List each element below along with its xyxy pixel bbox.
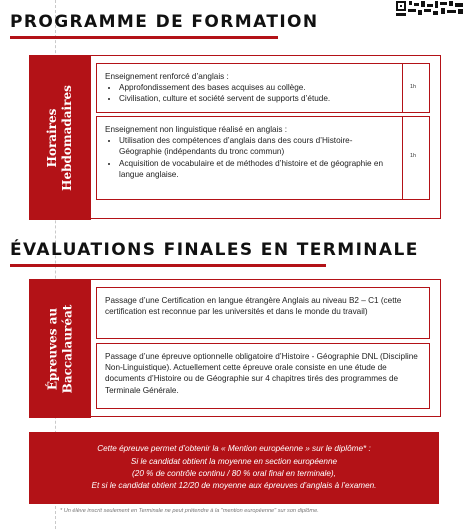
- horaires-bullet-list: [105, 135, 394, 180]
- section-title-evaluations: ÉVALUATIONS FINALES EN TERMINALE: [10, 240, 419, 260]
- banner-line: Cette épreuve permet d’obtenir la « Mention européenne » sur le diplôme* :: [97, 444, 371, 454]
- epreuves-tab-label: Épreuves au Baccalauréat: [45, 304, 75, 393]
- horaires-row-intro: Enseignement renforcé d’anglais :: [105, 72, 229, 81]
- list-item: • Acquisition de vocabulaire et de méthodes d’histoire et de géographie en langue anglaise.: [119, 158, 394, 180]
- epreuve-item-1: [96, 287, 430, 339]
- horaires-bullet-list: [105, 82, 394, 104]
- hours-value: 1h: [410, 153, 417, 159]
- hours-cell-2: [402, 116, 430, 200]
- banner-line: Et si le candidat obtient 12/20 de moyenne aux épreuves d’anglais à l’examen.: [91, 481, 377, 491]
- qr-code-icon: [395, 0, 467, 16]
- horaires-tab-label: Horaires Hebdomadaires: [45, 84, 75, 191]
- epreuve-item-2: [96, 343, 430, 409]
- horaires-row-2: [96, 116, 403, 200]
- horaires-tab: [29, 55, 91, 220]
- list-item: • Utilisation des compétences d’anglais dans des cours d’Histoire-Géographie (indépendants du tronc commun): [119, 135, 394, 157]
- list-item: • Civilisation, culture et société servent de supports d’étude.: [119, 93, 394, 104]
- section-underline: [10, 264, 326, 267]
- epreuve-text: Passage d’une épreuve optionnelle obligatoire d’Histoire - Géographie DNL (Discipline Non-Linguistique). Actuellement cette épreuve orale consiste en une étude de documents d’Histoire ou de Géographie sur 4 chapitres tirés des programmes de Terminale Générale.: [105, 352, 418, 395]
- horaires-row-intro: Enseignement non linguistique réalisé en anglais :: [105, 125, 288, 134]
- hours-cell-1: [402, 63, 430, 113]
- epreuves-tab: [29, 279, 91, 418]
- mention-banner: [29, 432, 439, 504]
- hours-value: 1h: [410, 84, 417, 90]
- section-underline: [10, 36, 278, 39]
- list-item: • Approfondissement des bases acquises au collège.: [119, 82, 394, 93]
- footnote: * Un élève inscrit seulement en Terminale ne peut prétendre à la "mention européenne" sur son diplôme.: [60, 508, 319, 514]
- horaires-row-1: [96, 63, 403, 113]
- epreuve-text: Passage d’une Certification en langue étrangère Anglais au niveau B2 – C1 (cette certification est reconnue par les universités et dans le monde du travail): [105, 296, 402, 317]
- banner-line: (20 % de contrôle continu / 80 % oral final en terminale),: [132, 469, 336, 478]
- section-title-programme: PROGRAMME DE FORMATION: [10, 12, 319, 32]
- banner-line: Si le candidat obtient la moyenne en section européenne: [130, 456, 338, 466]
